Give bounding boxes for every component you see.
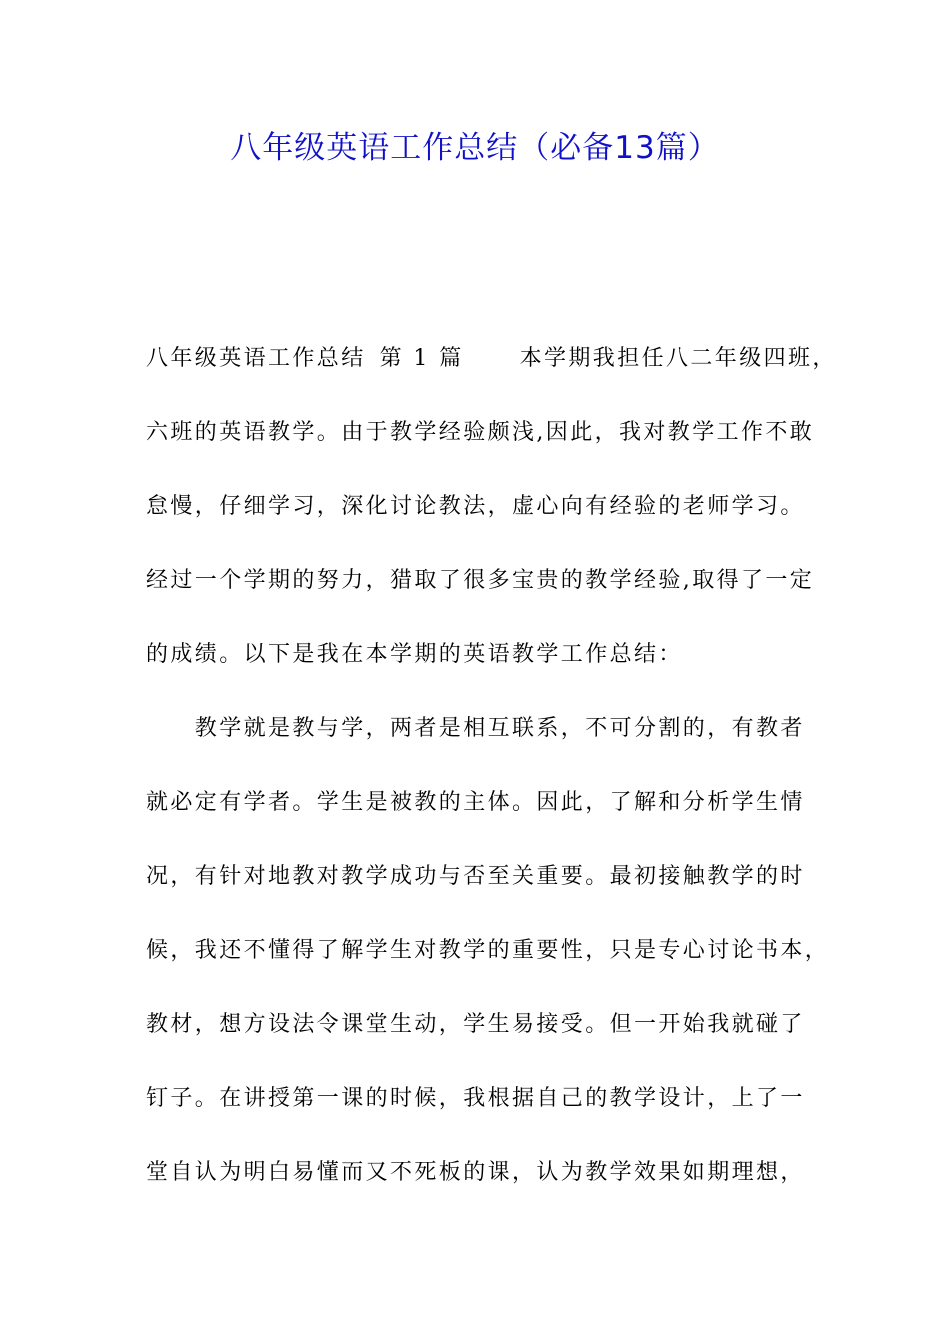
paragraph-line: 经过一个学期的努力，猎取了很多宝贵的教学经验,取得了一定 [146, 568, 815, 593]
section-first-line [146, 344, 836, 374]
paragraph-line: 本学期我担任八二年级四班， [519, 346, 837, 371]
paragraph-line: 况，有针对地教对教学成功与否至关重要。最初接触教学的时 [146, 864, 805, 889]
section-number: 第 1 篇 [379, 346, 464, 371]
paragraph-line: 堂自认为明白易懂而又不死板的课，认为教学效果如期理想， [146, 1160, 805, 1185]
paragraph-line: 就必定有学者。学生是被教的主体。因此，了解和分析学生情 [146, 790, 805, 815]
paragraph-line: 教材，想方设法令课堂生动，学生易接受。但一开始我就碰了 [146, 1012, 805, 1037]
section-heading: 八年级英语工作总结 [146, 346, 366, 371]
paragraph-line: 教学就是教与学，两者是相互联系，不可分割的，有教者 [146, 716, 805, 741]
paragraph-line: 六班的英语教学。由于教学经验颇浅,因此，我对教学工作不敢 [146, 420, 815, 445]
paragraph-line: 钉子。在讲授第一课的时候，我根据自己的教学设计，上了一 [146, 1086, 805, 1111]
paragraph-line: 的成绩。以下是我在本学期的英语教学工作总结： [146, 642, 683, 667]
document-title: 八年级英语工作总结（必备13篇） [230, 130, 720, 166]
paragraph-line: 怠慢，仔细学习，深化讨论教法，虚心向有经验的老师学习。 [146, 494, 805, 519]
paragraph-line: 候，我还不懂得了解学生对教学的重要性，只是专心讨论书本， [146, 938, 830, 963]
